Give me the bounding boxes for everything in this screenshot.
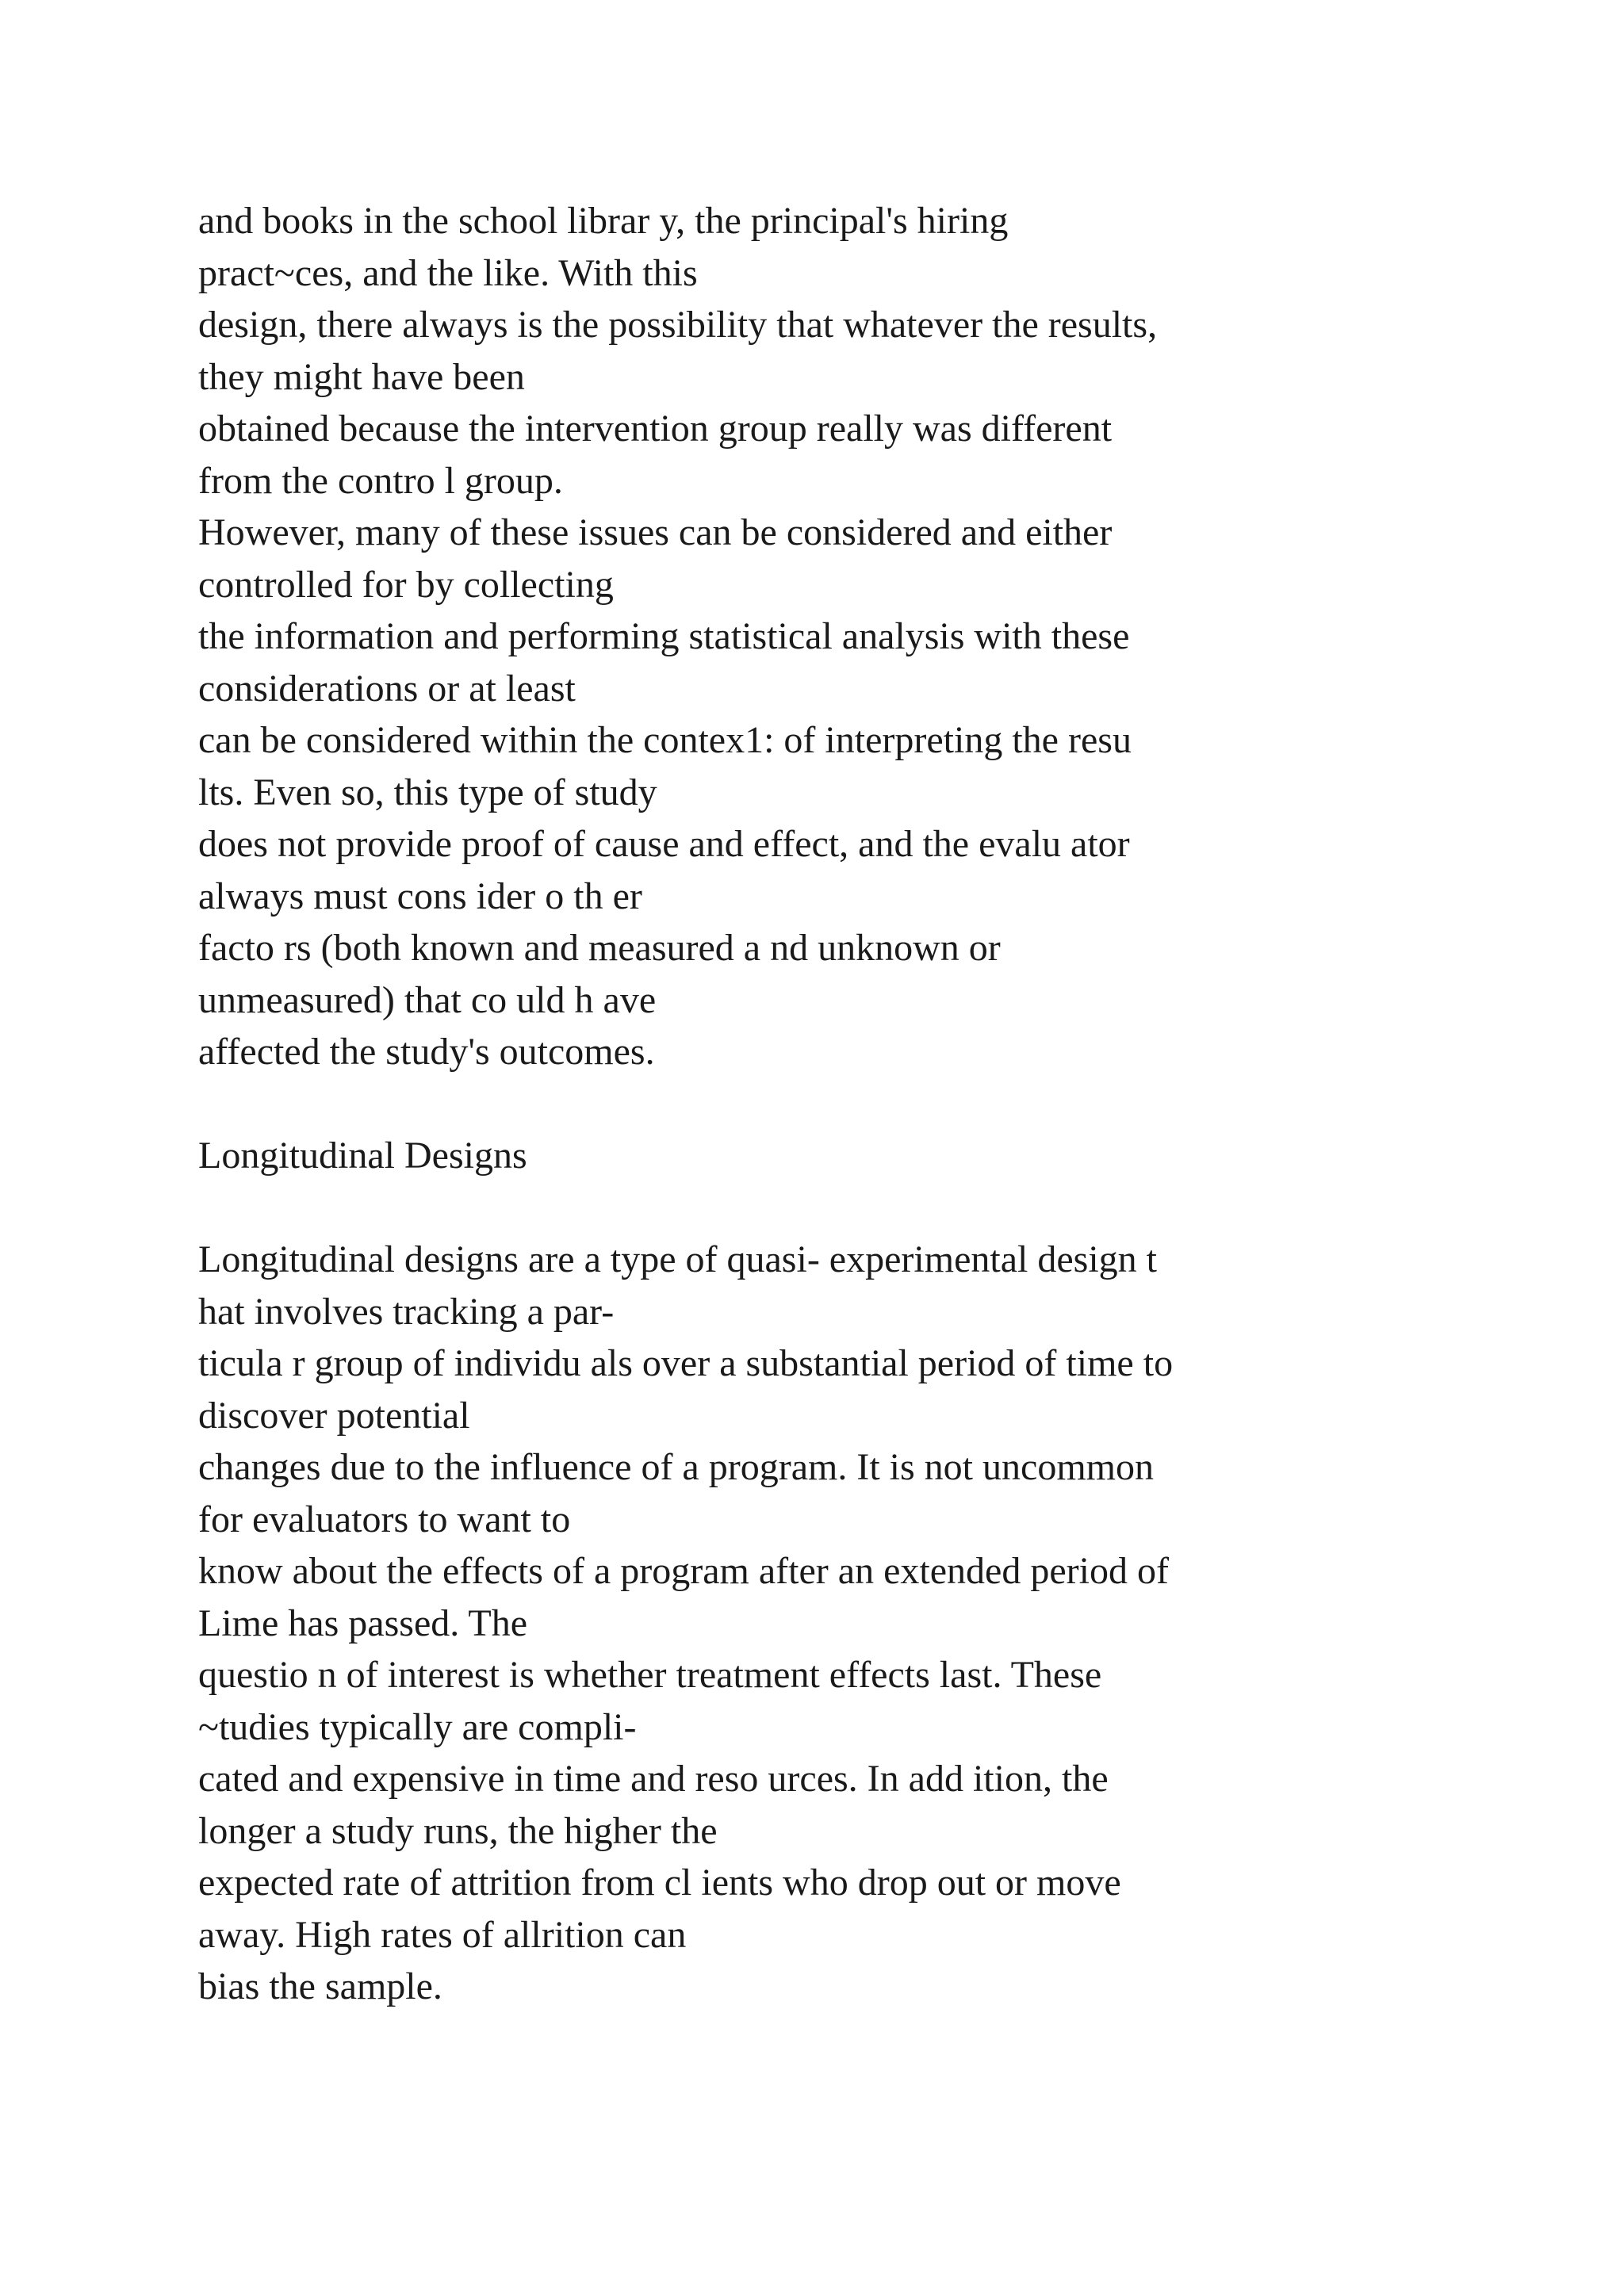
text-line: questio n of interest is whether treatment effects last. These [198, 1654, 1102, 1696]
text-line: unmeasured) that co uld h ave [198, 978, 657, 1021]
text-line: can be considered within the contex1: of interpreting the resu [198, 719, 1132, 761]
text-line: expected rate of attrition from cl ients who drop out or move [198, 1862, 1121, 1904]
document-page [198, 195, 1546, 2013]
spacer [198, 1078, 1546, 1131]
text-line: bias the sample. [198, 1965, 442, 2007]
text-line: design, there always is the possibility that whatever the results, [198, 304, 1158, 346]
text-line: away. High rates of allrition can [198, 1913, 687, 1956]
text-line: hat involves tracking a par- [198, 1290, 615, 1333]
text-line: affected the study's outcomes. [198, 1031, 655, 1073]
body-paragraph-1 [198, 195, 1546, 1078]
text-line: from the contro l group. [198, 459, 563, 502]
body-paragraph-2 [198, 1234, 1546, 2013]
text-line: obtained because the intervention group really was different [198, 408, 1113, 450]
text-line: for evaluators to want to [198, 1498, 571, 1540]
text-line: However, many of these issues can be considered and either [198, 511, 1113, 553]
text-line: cated and expensive in time and reso urces. In add ition, the [198, 1758, 1109, 1800]
text-line: discover potential [198, 1394, 470, 1437]
spacer [198, 1182, 1546, 1234]
text-line: always must cons ider o th er [198, 874, 642, 917]
text-line: controlled for by collecting [198, 563, 614, 606]
text-line: does not provide proof of cause and effect, and the evalu ator [198, 823, 1130, 865]
text-line: Lime has passed. The [198, 1601, 528, 1644]
text-line: ~tudies typically are compli- [198, 1705, 637, 1748]
text-line: Longitudinal designs are a type of quasi- experimental design t [198, 1238, 1157, 1280]
text-line: ticula r group of individu als over a substantial period of time to [198, 1342, 1174, 1384]
text-line: facto rs (both known and measured a nd unknown or [198, 927, 1001, 969]
text-line: lts. Even so, this type of study [198, 771, 657, 813]
text-line: they might have been [198, 355, 525, 398]
text-line: considerations or at least [198, 667, 576, 710]
text-line: pract~ces, and the like. With this [198, 251, 698, 294]
text-line: the information and performing statistical analysis with these [198, 615, 1130, 657]
text-line: know about the effects of a program after an extended period of [198, 1550, 1169, 1592]
text-line: longer a study runs, the higher the [198, 1809, 718, 1852]
section-heading: Longitudinal Designs [198, 1135, 527, 1177]
text-line: and books in the school librar y, the principal's hiring [198, 200, 1009, 242]
text-line: changes due to the influence of a program. It is not uncommon [198, 1446, 1154, 1488]
